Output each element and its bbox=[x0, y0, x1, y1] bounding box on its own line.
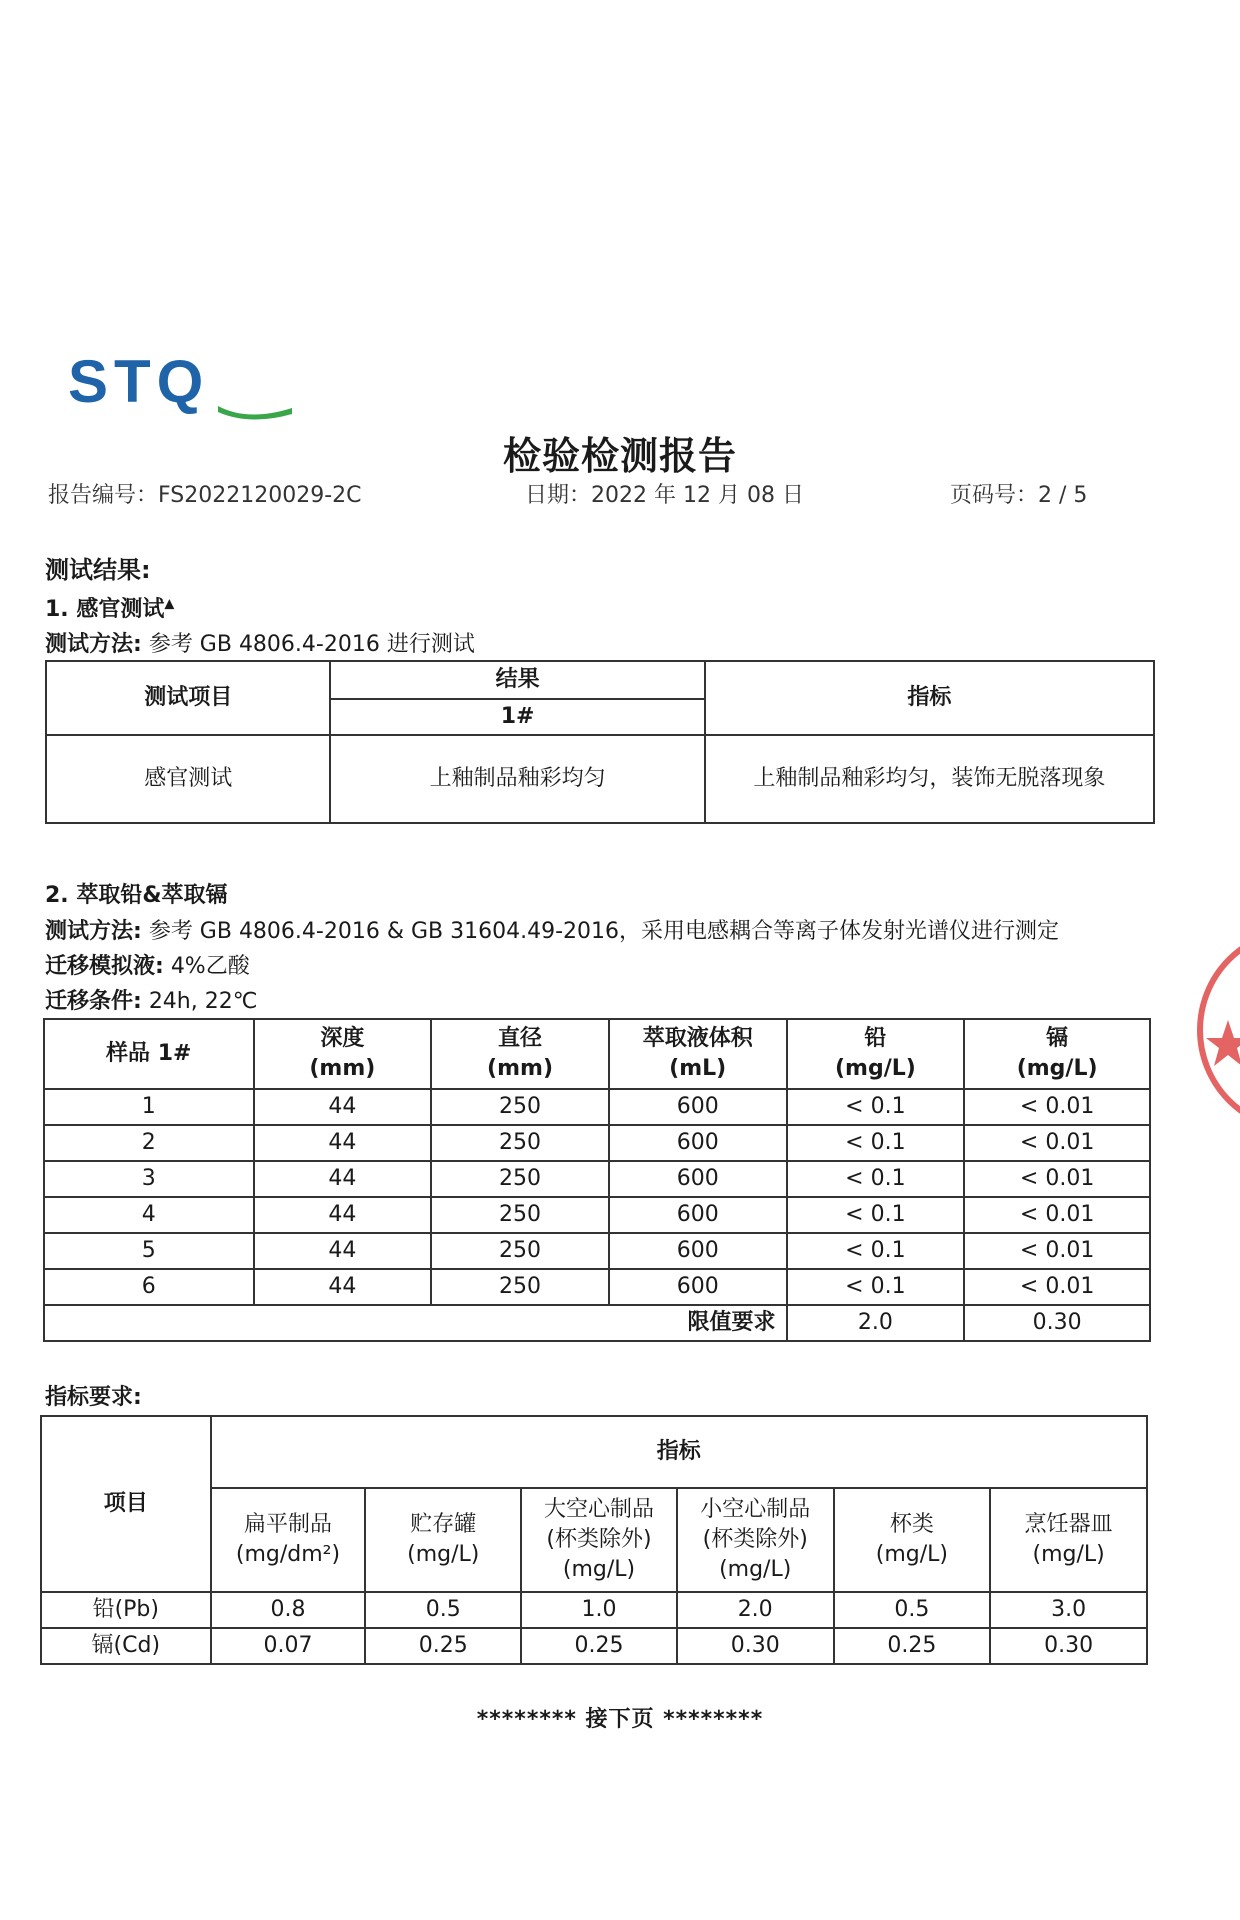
svg-text:STQ: STQ bbox=[68, 350, 210, 415]
cell-index: 上釉制品釉彩均匀，装饰无脱落现象 bbox=[705, 735, 1154, 823]
cell-lead: < 0.1 bbox=[787, 1269, 965, 1305]
col-cadmium bbox=[964, 1019, 1150, 1089]
section2-heading: 2. 萃取铅&萃取镉 bbox=[45, 883, 228, 908]
cell-result: 上釉制品釉彩均匀 bbox=[330, 735, 704, 823]
col-lead-label: 铅 bbox=[864, 1026, 887, 1052]
cell-cadmium: < 0.01 bbox=[964, 1197, 1150, 1233]
section2-method bbox=[45, 914, 1059, 945]
cell-volume: 600 bbox=[609, 1197, 787, 1233]
table-row bbox=[44, 1233, 1150, 1269]
cell-diameter: 250 bbox=[431, 1125, 609, 1161]
col-cookware-label: 烹饪器皿 bbox=[1024, 1512, 1113, 1538]
col-large-hollowware bbox=[521, 1488, 677, 1592]
cell-lead: < 0.1 bbox=[787, 1089, 965, 1125]
limit-label: 限值要求 bbox=[44, 1305, 787, 1341]
section1-title: 1. 感官测试 bbox=[45, 597, 165, 622]
col-cadmium-unit: (mg/L) bbox=[1016, 1056, 1098, 1081]
cell-diameter: 250 bbox=[431, 1233, 609, 1269]
cell-depth: 44 bbox=[254, 1197, 432, 1233]
col-sample: 1# bbox=[330, 699, 704, 735]
report-number bbox=[48, 478, 362, 509]
report-title: 检验检测报告 bbox=[502, 434, 737, 478]
report-number-label: 报告编号： bbox=[48, 483, 159, 508]
cell-sample: 1 bbox=[44, 1089, 254, 1125]
cell-volume: 600 bbox=[609, 1161, 787, 1197]
cell-sample: 4 bbox=[44, 1197, 254, 1233]
col-depth-label: 深度 bbox=[320, 1026, 365, 1052]
cell-diameter: 250 bbox=[431, 1197, 609, 1233]
col-flatware-unit: (mg/dm²) bbox=[235, 1542, 341, 1567]
requirements-heading: 指标要求: bbox=[45, 1385, 142, 1410]
cell-volume: 600 bbox=[609, 1233, 787, 1269]
section2-conditions bbox=[45, 984, 257, 1015]
results-heading: 测试结果: bbox=[45, 556, 151, 584]
cell-lead: < 0.1 bbox=[787, 1161, 965, 1197]
limit-cadmium: 0.30 bbox=[964, 1305, 1150, 1341]
cell-diameter: 250 bbox=[431, 1161, 609, 1197]
col-sample-label: 样品 1# bbox=[106, 1041, 192, 1067]
cell-depth: 44 bbox=[254, 1161, 432, 1197]
col-diameter-unit: (mm) bbox=[487, 1056, 554, 1081]
col-lead bbox=[787, 1019, 965, 1089]
col-cadmium-label: 镉 bbox=[1046, 1026, 1069, 1052]
section1-method-value: 参考 GB 4806.4-2016 进行测试 bbox=[148, 632, 475, 657]
col-flatware-label: 扁平制品 bbox=[243, 1512, 332, 1538]
col-index: 指标 bbox=[211, 1416, 1147, 1488]
section1-method bbox=[45, 627, 475, 658]
cell-cadmium: < 0.01 bbox=[964, 1269, 1150, 1305]
cell-lead: < 0.1 bbox=[787, 1125, 965, 1161]
extraction-header-row bbox=[44, 1019, 1150, 1089]
cell-value: 0.07 bbox=[211, 1628, 366, 1664]
table-row bbox=[44, 1125, 1150, 1161]
table-row bbox=[44, 1089, 1150, 1125]
cell-diameter: 250 bbox=[431, 1269, 609, 1305]
section2-method-value: 参考 GB 4806.4-2016 & GB 31604.49-2016，采用电感耦合等离子体发射光谱仪进行测定 bbox=[148, 919, 1060, 944]
cell-value: 0.25 bbox=[834, 1628, 991, 1664]
cell-diameter: 250 bbox=[431, 1089, 609, 1125]
table-row bbox=[41, 1592, 1147, 1628]
col-depth-unit: (mm) bbox=[309, 1056, 376, 1081]
cell-lead: < 0.1 bbox=[787, 1197, 965, 1233]
col-cups-label: 杯类 bbox=[889, 1512, 934, 1538]
col-test-item: 测试项目 bbox=[46, 661, 330, 735]
col-volume bbox=[609, 1019, 787, 1089]
extraction-table bbox=[43, 1018, 1151, 1342]
section1-heading bbox=[45, 592, 174, 623]
col-storage-jar bbox=[365, 1488, 521, 1592]
col-lead-unit: (mg/L) bbox=[834, 1056, 916, 1081]
cell-value: 0.8 bbox=[211, 1592, 366, 1628]
limit-lead: 2.0 bbox=[787, 1305, 965, 1341]
col-diameter bbox=[431, 1019, 609, 1089]
col-storage-jar-unit: (mg/L) bbox=[407, 1542, 480, 1567]
report-date-label: 日期： bbox=[525, 483, 592, 508]
table-row bbox=[41, 1628, 1147, 1664]
sensory-test-table bbox=[45, 660, 1155, 824]
report-number-value: FS2022120029-2C bbox=[158, 483, 362, 508]
table-row bbox=[44, 1197, 1150, 1233]
stq-logo bbox=[68, 350, 298, 420]
cell-value: 0.30 bbox=[990, 1628, 1147, 1664]
col-storage-jar-label: 贮存罐 bbox=[410, 1512, 477, 1538]
col-result: 结果 bbox=[330, 661, 704, 699]
section2-method-label: 测试方法: bbox=[45, 919, 142, 944]
row-label: 铅(Pb) bbox=[41, 1592, 211, 1628]
cell-value: 0.25 bbox=[521, 1628, 677, 1664]
section2-simulant bbox=[45, 949, 250, 980]
section2-simulant-value: 4%乙酸 bbox=[170, 954, 250, 979]
cell-value: 0.30 bbox=[677, 1628, 834, 1664]
section2-conditions-value: 24h, 22℃ bbox=[148, 989, 258, 1014]
row-label: 镉(Cd) bbox=[41, 1628, 211, 1664]
cell-depth: 44 bbox=[254, 1089, 432, 1125]
section2-conditions-label: 迁移条件: bbox=[45, 989, 142, 1014]
col-small-hollowware-label: 小空心制品 bbox=[700, 1497, 811, 1523]
continued-footer: ******** 接下页 ******** bbox=[476, 1707, 764, 1732]
cell-lead: < 0.1 bbox=[787, 1233, 965, 1269]
cell-cadmium: < 0.01 bbox=[964, 1089, 1150, 1125]
section1-mark: ▲ bbox=[164, 596, 175, 612]
page-number bbox=[950, 478, 1087, 509]
cell-volume: 600 bbox=[609, 1269, 787, 1305]
cell-cadmium: < 0.01 bbox=[964, 1125, 1150, 1161]
cell-value: 1.0 bbox=[521, 1592, 677, 1628]
requirements-table bbox=[40, 1415, 1148, 1665]
col-large-hollowware-note: (杯类除外) bbox=[546, 1527, 652, 1553]
cell-value: 0.5 bbox=[365, 1592, 521, 1628]
seal-stamp-icon bbox=[1190, 900, 1240, 1160]
section1-method-label: 测试方法: bbox=[45, 632, 142, 657]
col-large-hollowware-label: 大空心制品 bbox=[543, 1497, 654, 1523]
cell-sample: 2 bbox=[44, 1125, 254, 1161]
limit-row bbox=[44, 1305, 1150, 1341]
report-date-value: 2022 年 12 月 08 日 bbox=[591, 483, 804, 508]
cell-volume: 600 bbox=[609, 1125, 787, 1161]
col-cups-unit: (mg/L) bbox=[875, 1542, 949, 1567]
col-item: 项目 bbox=[41, 1416, 211, 1592]
cell-test-item: 感官测试 bbox=[46, 735, 330, 823]
col-diameter-label: 直径 bbox=[498, 1026, 543, 1052]
cell-value: 0.25 bbox=[365, 1628, 521, 1664]
col-cookware-unit: (mg/L) bbox=[1032, 1542, 1105, 1567]
col-cups bbox=[834, 1488, 991, 1592]
cell-sample: 3 bbox=[44, 1161, 254, 1197]
col-sample bbox=[44, 1019, 254, 1089]
table-row bbox=[44, 1269, 1150, 1305]
col-depth bbox=[254, 1019, 432, 1089]
page-number-value: 2 / 5 bbox=[1038, 483, 1088, 508]
cell-volume: 600 bbox=[609, 1089, 787, 1125]
table-row bbox=[44, 1161, 1150, 1197]
cell-cadmium: < 0.01 bbox=[964, 1161, 1150, 1197]
col-index: 指标 bbox=[705, 661, 1154, 735]
cell-depth: 44 bbox=[254, 1125, 432, 1161]
cell-value: 2.0 bbox=[677, 1592, 834, 1628]
col-volume-label: 萃取液体积 bbox=[642, 1026, 753, 1052]
report-date bbox=[525, 478, 804, 509]
col-flatware bbox=[211, 1488, 366, 1592]
cell-sample: 6 bbox=[44, 1269, 254, 1305]
col-large-hollowware-unit: (mg/L) bbox=[562, 1556, 636, 1582]
cell-sample: 5 bbox=[44, 1233, 254, 1269]
cell-value: 3.0 bbox=[990, 1592, 1147, 1628]
col-volume-unit: (mL) bbox=[669, 1056, 727, 1081]
page-number-label: 页码号： bbox=[950, 483, 1039, 508]
cell-depth: 44 bbox=[254, 1233, 432, 1269]
col-small-hollowware-unit: (mg/L) bbox=[719, 1556, 792, 1582]
col-cookware bbox=[990, 1488, 1147, 1592]
cell-depth: 44 bbox=[254, 1269, 432, 1305]
col-small-hollowware-note: (杯类除外) bbox=[702, 1527, 808, 1553]
section2-simulant-label: 迁移模拟液: bbox=[45, 954, 164, 979]
col-small-hollowware bbox=[677, 1488, 834, 1592]
cell-cadmium: < 0.01 bbox=[964, 1233, 1150, 1269]
cell-value: 0.5 bbox=[834, 1592, 991, 1628]
